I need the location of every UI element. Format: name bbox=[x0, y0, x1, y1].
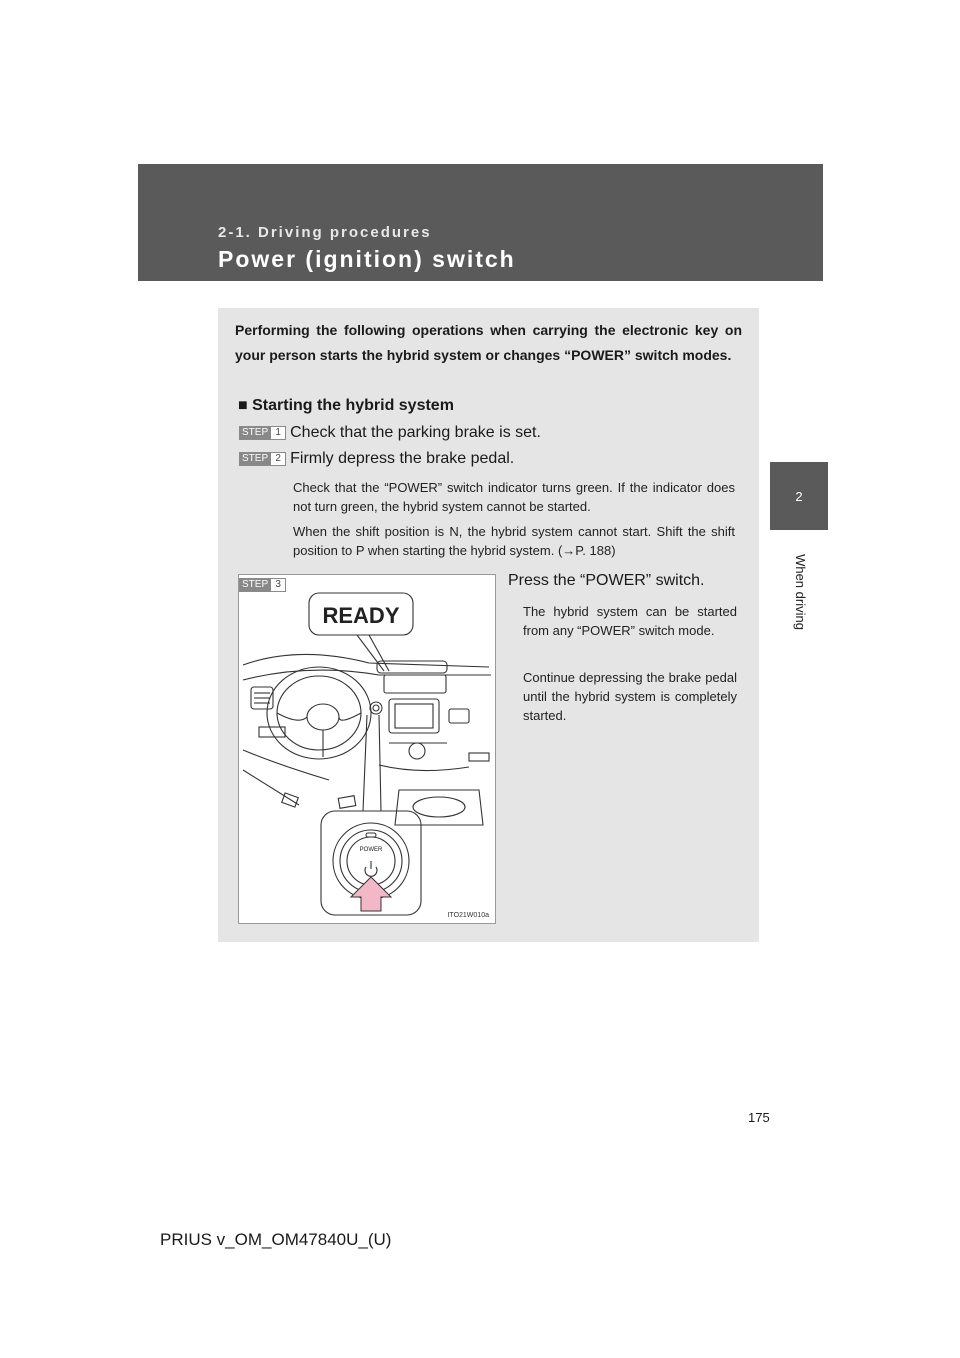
intro-text: Performing the following operations when carrying the electronic key on your person starts the hybrid system or changes “POWER” switch modes. bbox=[235, 322, 742, 363]
step-3-note-1: The hybrid system can be started from any “POWER” switch mode. bbox=[523, 604, 737, 638]
step-3-text: Press the “POWER” switch. bbox=[508, 572, 705, 589]
chapter-number: 2 bbox=[795, 488, 803, 504]
dashboard-illustration bbox=[238, 574, 496, 924]
step-2 bbox=[239, 450, 514, 468]
step-text: Check that the parking brake is set. bbox=[290, 424, 541, 441]
step-badge: STEP 2 bbox=[239, 452, 286, 466]
content-box bbox=[218, 308, 759, 942]
step-1 bbox=[239, 424, 541, 442]
chapter-label: When driving bbox=[793, 554, 808, 630]
dashboard-drawing bbox=[239, 575, 495, 923]
step-2-note-1: Check that the “POWER” switch indicator turns green. If the indicator does not turn green, the hybrid system cannot be started. bbox=[293, 480, 735, 514]
step-2-note-2: When the shift position is N, the hybrid system cannot start. Shift the shift position to P when starting the hybrid system. (→P. 188) bbox=[293, 524, 735, 558]
header-bar bbox=[138, 164, 823, 281]
step-badge: STEP 1 bbox=[239, 426, 286, 440]
press-arrow-icon bbox=[351, 877, 391, 911]
ready-label: READY bbox=[322, 603, 400, 628]
subhead-starting-hybrid: ■ Starting the hybrid system bbox=[238, 397, 454, 414]
document-code: PRIUS v_OM_OM47840U_(U) bbox=[160, 1230, 392, 1249]
figure-id: ITO21W010a bbox=[447, 912, 489, 919]
power-label: POWER bbox=[359, 847, 383, 853]
chapter-tab bbox=[770, 462, 828, 530]
page-number: 175 bbox=[748, 1110, 770, 1125]
step-3-badge: STEP 3 bbox=[239, 578, 286, 592]
step-text: Firmly depress the brake pedal. bbox=[290, 450, 515, 467]
step-3-note-2: Continue depressing the brake pedal until the hybrid system is completely started. bbox=[523, 670, 737, 723]
section-label: 2-1. Driving procedures bbox=[218, 224, 432, 241]
page-title: Power (ignition) switch bbox=[218, 246, 516, 272]
